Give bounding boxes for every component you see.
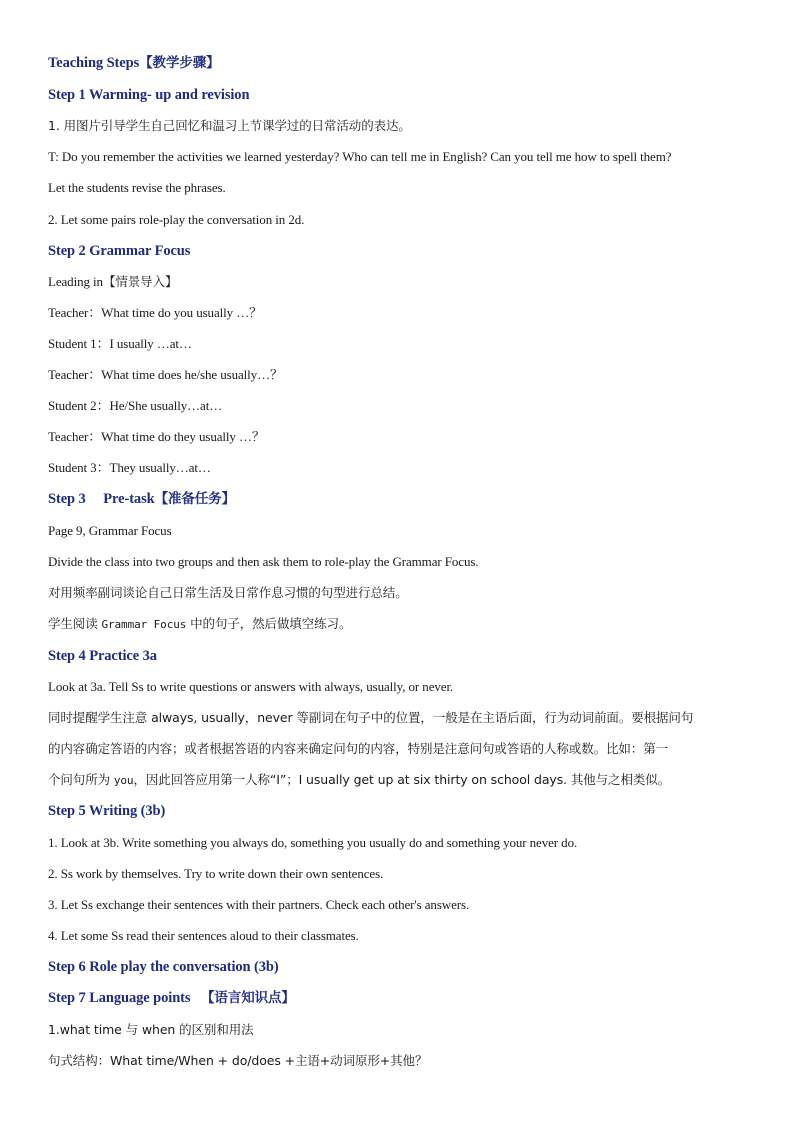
title-english: Teaching Steps [48, 55, 140, 71]
step5-item: 1. Look at 3b. Write something you always do, something you usually do and something your never do. [48, 835, 578, 850]
step5-item: 3. Let Ss exchange their sentences with their partners. Check each other's answers. [48, 897, 470, 912]
leading-in-english: Leading in [48, 274, 103, 289]
dialogue-line: Student 2：He/She usually…at… [48, 398, 223, 413]
step3-paragraph-3: 对用频率副词谈论自己日常生活及日常作息习惯的句型进行总结。 [48, 585, 408, 600]
step4-heading: Step 4 Practice 3a [48, 648, 157, 664]
step7-heading-english: Step 7 Language points [48, 990, 191, 1006]
step5-item: 4. Let some Ss read their sentences aloud to their classmates. [48, 928, 359, 943]
step1-paragraph-4: 2. Let some pairs role-play the conversation in 2d. [48, 212, 305, 227]
step3-paragraph-1: Page 9, Grammar Focus [48, 523, 172, 538]
step5-heading: Step 5 Writing (3b) [48, 803, 166, 819]
text-segment: 中的句子，然后做填空练习。 [186, 616, 352, 631]
text-segment-mono: you [113, 774, 134, 787]
title-chinese: 【教学步骤】 [139, 55, 220, 71]
step3-paragraph-4 [48, 615, 351, 634]
step2-leading-in [48, 273, 177, 291]
document-title [48, 54, 220, 72]
step6-heading: Step 6 Role play the conversation (3b) [48, 959, 279, 975]
dialogue-line: Teacher：What time do you usually …？ [48, 305, 263, 320]
step4-paragraph-4 [48, 771, 670, 790]
step4-paragraph-1: Look at 3a. Tell Ss to write questions or answers with always, usually, or never. [48, 679, 454, 694]
text-segment: ，因此回答应用第一人称“I”；I usually get up at six thirty on school days. 其他与之相类似。 [133, 772, 671, 787]
step1-paragraph-2: T: Do you remember the activities we learned yesterday? Who can tell me in English? Can you tell me how to spell them? [48, 149, 672, 164]
dialogue-line: Teacher：What time does he/she usually…？ [48, 367, 283, 382]
step2-heading: Step 2 Grammar Focus [48, 243, 191, 259]
text-segment: 学生阅读 [48, 616, 102, 631]
step7-paragraph-1: 1.what time 与 when 的区别和用法 [48, 1022, 254, 1037]
step3-heading-english: Step 3 Pre-task [48, 491, 155, 507]
step1-paragraph-1: 1. 用图片引导学生自己回忆和温习上节课学过的日常活动的表达。 [48, 118, 411, 133]
step4-paragraph-3: 的内容确定答语的内容；或者根据答语的内容来确定问句的内容，特别是注意问句或答语的人称或数。比如：第一 [48, 741, 669, 756]
dialogue-line: Student 3：They usually…at… [48, 460, 211, 475]
step3-paragraph-2: Divide the class into two groups and then ask them to role-play the Grammar Focus. [48, 554, 479, 569]
text-segment-mono: Grammar Focus [101, 618, 187, 631]
leading-in-chinese: 【情景导入】 [102, 274, 178, 289]
dialogue-line: Teacher：What time do they usually …？ [48, 429, 265, 444]
step7-paragraph-2: 句式结构：What time/When + do/does +主语+动词原形+其他？ [48, 1053, 428, 1068]
step7-heading [48, 989, 295, 1007]
step1-heading: Step 1 Warming- up and revision [48, 87, 250, 103]
step5-item: 2. Ss work by themselves. Try to write down their own sentences. [48, 866, 384, 881]
step1-paragraph-3: Let the students revise the phrases. [48, 180, 226, 195]
step4-paragraph-2: 同时提醒学生注意 always, usually，never 等副词在句子中的位置，一般是在主语后面，行为动词前面。要根据问句 [48, 710, 694, 725]
dialogue-line: Student 1：I usually …at… [48, 336, 192, 351]
step7-heading-chinese: 【语言知识点】 [201, 990, 295, 1006]
step3-heading-chinese: 【准备任务】 [154, 491, 235, 507]
step3-heading [48, 490, 235, 508]
text-segment: 个问句所为 [48, 772, 114, 787]
